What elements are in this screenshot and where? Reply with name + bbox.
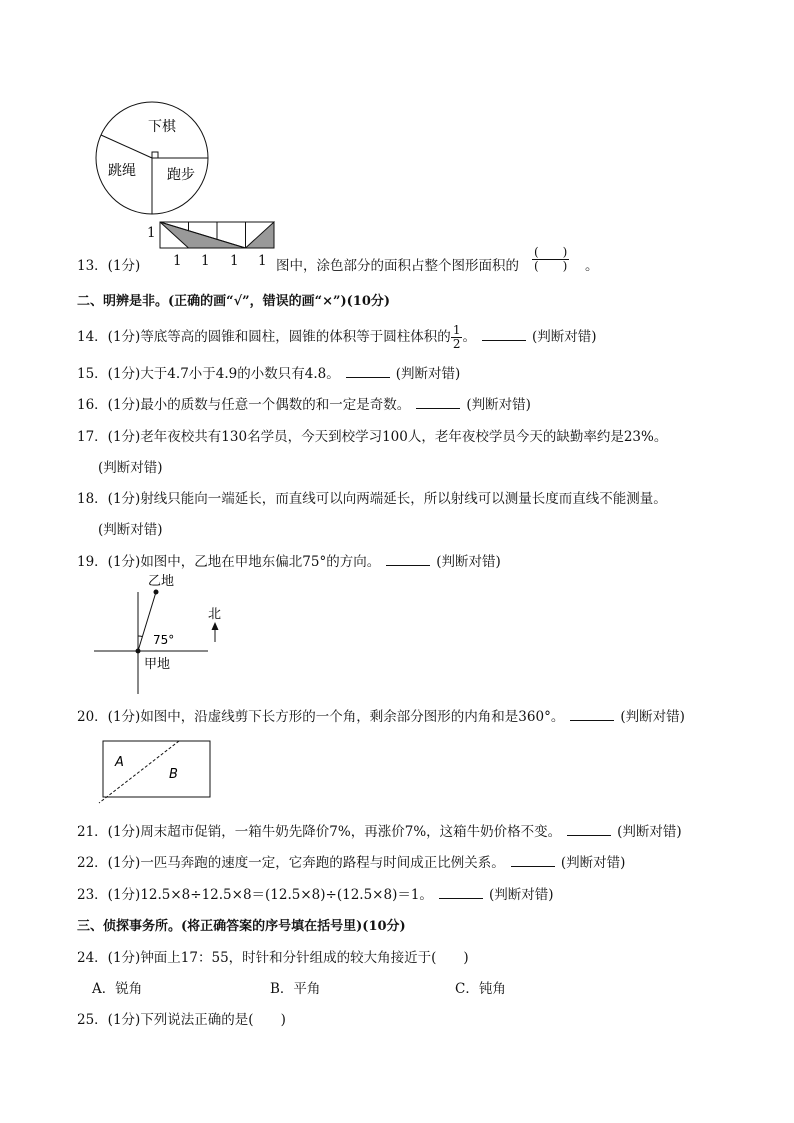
strip-label-left: 1 [147,225,156,241]
q24-text: 钟面上17：55，时针和分针组成的较大角接近于( ) [140,950,469,966]
q14-suffix: (判断对错) [531,329,597,345]
q24-prefix: 24．(1分) [77,950,141,966]
q13-prefix: 13．(1分) [77,258,141,274]
q16 [77,393,531,413]
q13-frac-den: ( ) [534,259,568,273]
q20-prefix: 20．(1分) [77,709,141,725]
q24-option-b[interactable]: B．平角 [270,981,321,997]
q25 [77,1008,286,1028]
pie-figure [90,100,216,218]
north-arrow-icon [212,622,219,630]
q14 [77,324,597,351]
q17 [77,425,667,445]
q21-answer-blank[interactable] [567,823,611,836]
pie-label-top: 下棋 [148,119,176,135]
q23 [77,883,553,903]
q22-text: 一匹马奔跑的速度一定，它奔跑的路程与时间成正比例关系。 [140,855,505,871]
q22 [77,851,625,871]
q18-suffix: (判断对错) [98,522,163,538]
angle-label: 75° [153,633,175,647]
q15-answer-blank[interactable] [346,365,390,378]
pie-label-left: 跳绳 [108,163,136,179]
strip-label-3: 1 [230,253,239,269]
q24-option-c[interactable]: C．钝角 [455,981,506,997]
direction-figure [90,570,240,700]
q25-text: 下列说法正确的是( ) [140,1012,286,1028]
q17-text: 老年夜校共有130名学员，今天到校学习100人，老年夜校学员今天的缺勤率约是23%。 [140,429,668,445]
strip-figure [158,220,278,250]
q21-suffix: (判断对错) [617,824,682,840]
q16-answer-blank[interactable] [416,396,460,409]
q18-prefix: 18．(1分) [77,491,141,507]
q19-prefix: 19．(1分) [77,554,141,570]
q14-text: 等底等高的圆锥和圆柱，圆锥的体积等于圆柱体积的 [140,329,451,345]
north-label: 北 [208,607,222,622]
q14-frac-den: 2 [452,337,461,351]
q14-answer-blank[interactable] [482,328,526,341]
q17-suffix: (判断对错) [98,460,163,476]
section3-title: 三、侦探事务所。(将正确答案的序号填在括号里)(10分) [77,919,406,934]
q22-prefix: 22．(1分) [77,855,141,871]
q22-suffix: (判断对错) [560,855,626,871]
q13-end: 。 [585,258,599,274]
q23-prefix: 23．(1分) [77,887,141,903]
q23-suffix: (判断对错) [488,887,554,903]
q16-prefix: 16．(1分) [77,397,141,413]
q15-text: 大于4.7小于4.9的小数只有4.8。 [140,366,340,382]
q20 [77,705,685,725]
point-b-label: 乙地 [148,574,175,589]
q23-text: 12.5×8÷12.5×8＝(12.5×8)÷(12.5×8)＝1。 [140,887,433,903]
q13-frac-num: ( ) [534,245,568,259]
q21-prefix: 21．(1分) [77,824,141,840]
q20-suffix: (判断对错) [620,709,685,725]
q15-suffix: (判断对错) [395,366,461,382]
q24-option-a[interactable]: A．锐角 [92,981,143,997]
q15-prefix: 15．(1分) [77,366,141,382]
region-b-label: B [169,767,178,782]
pie-label-right: 跑步 [167,167,195,183]
q21-text: 周末超市促销，一箱牛奶先降价7%，再涨价7%，这箱牛奶价格不变。 [140,824,562,840]
q17-prefix: 17．(1分) [77,429,141,445]
q19 [77,550,501,570]
q13-fraction [532,246,569,273]
q24 [77,946,469,966]
q20-answer-blank[interactable] [570,708,614,721]
rectangle-figure [95,736,215,806]
q14-fraction [451,324,463,351]
q23-answer-blank[interactable] [439,886,483,899]
q16-suffix: (判断对错) [466,397,531,413]
q18 [77,487,667,507]
q13-text: 图中，涂色部分的面积占整个图形面积的 [276,258,519,274]
strip-label-4: 1 [258,253,267,269]
section2-title: 二、明辨是非。(正确的画“√”，错误的画“×”)(10分) [77,294,391,309]
q15 [77,362,460,382]
q14-prefix: 14．(1分) [77,329,141,345]
q14-end: 。 [462,329,476,345]
strip-label-2: 1 [201,253,210,269]
q21 [77,820,682,840]
q25-prefix: 25．(1分) [77,1012,141,1028]
region-a-label: A [115,755,124,770]
strip-label-1: 1 [173,253,182,269]
q19-text: 如图中，乙地在甲地东偏北75°的方向。 [140,554,381,570]
q18-text: 射线只能向一端延长，而直线可以向两端延长，所以射线可以测量长度而直线不能测量。 [140,491,667,507]
q20-text: 如图中，沿虚线剪下长方形的一个角，剩余部分图形的内角和是360°。 [140,709,565,725]
q22-answer-blank[interactable] [511,854,555,867]
q19-suffix: (判断对错) [436,554,501,570]
q14-frac-num: 1 [452,323,461,337]
q16-text: 最小的质数与任意一个偶数的和一定是奇数。 [140,397,411,413]
q19-answer-blank[interactable] [386,553,430,566]
point-a-label: 甲地 [144,657,171,672]
